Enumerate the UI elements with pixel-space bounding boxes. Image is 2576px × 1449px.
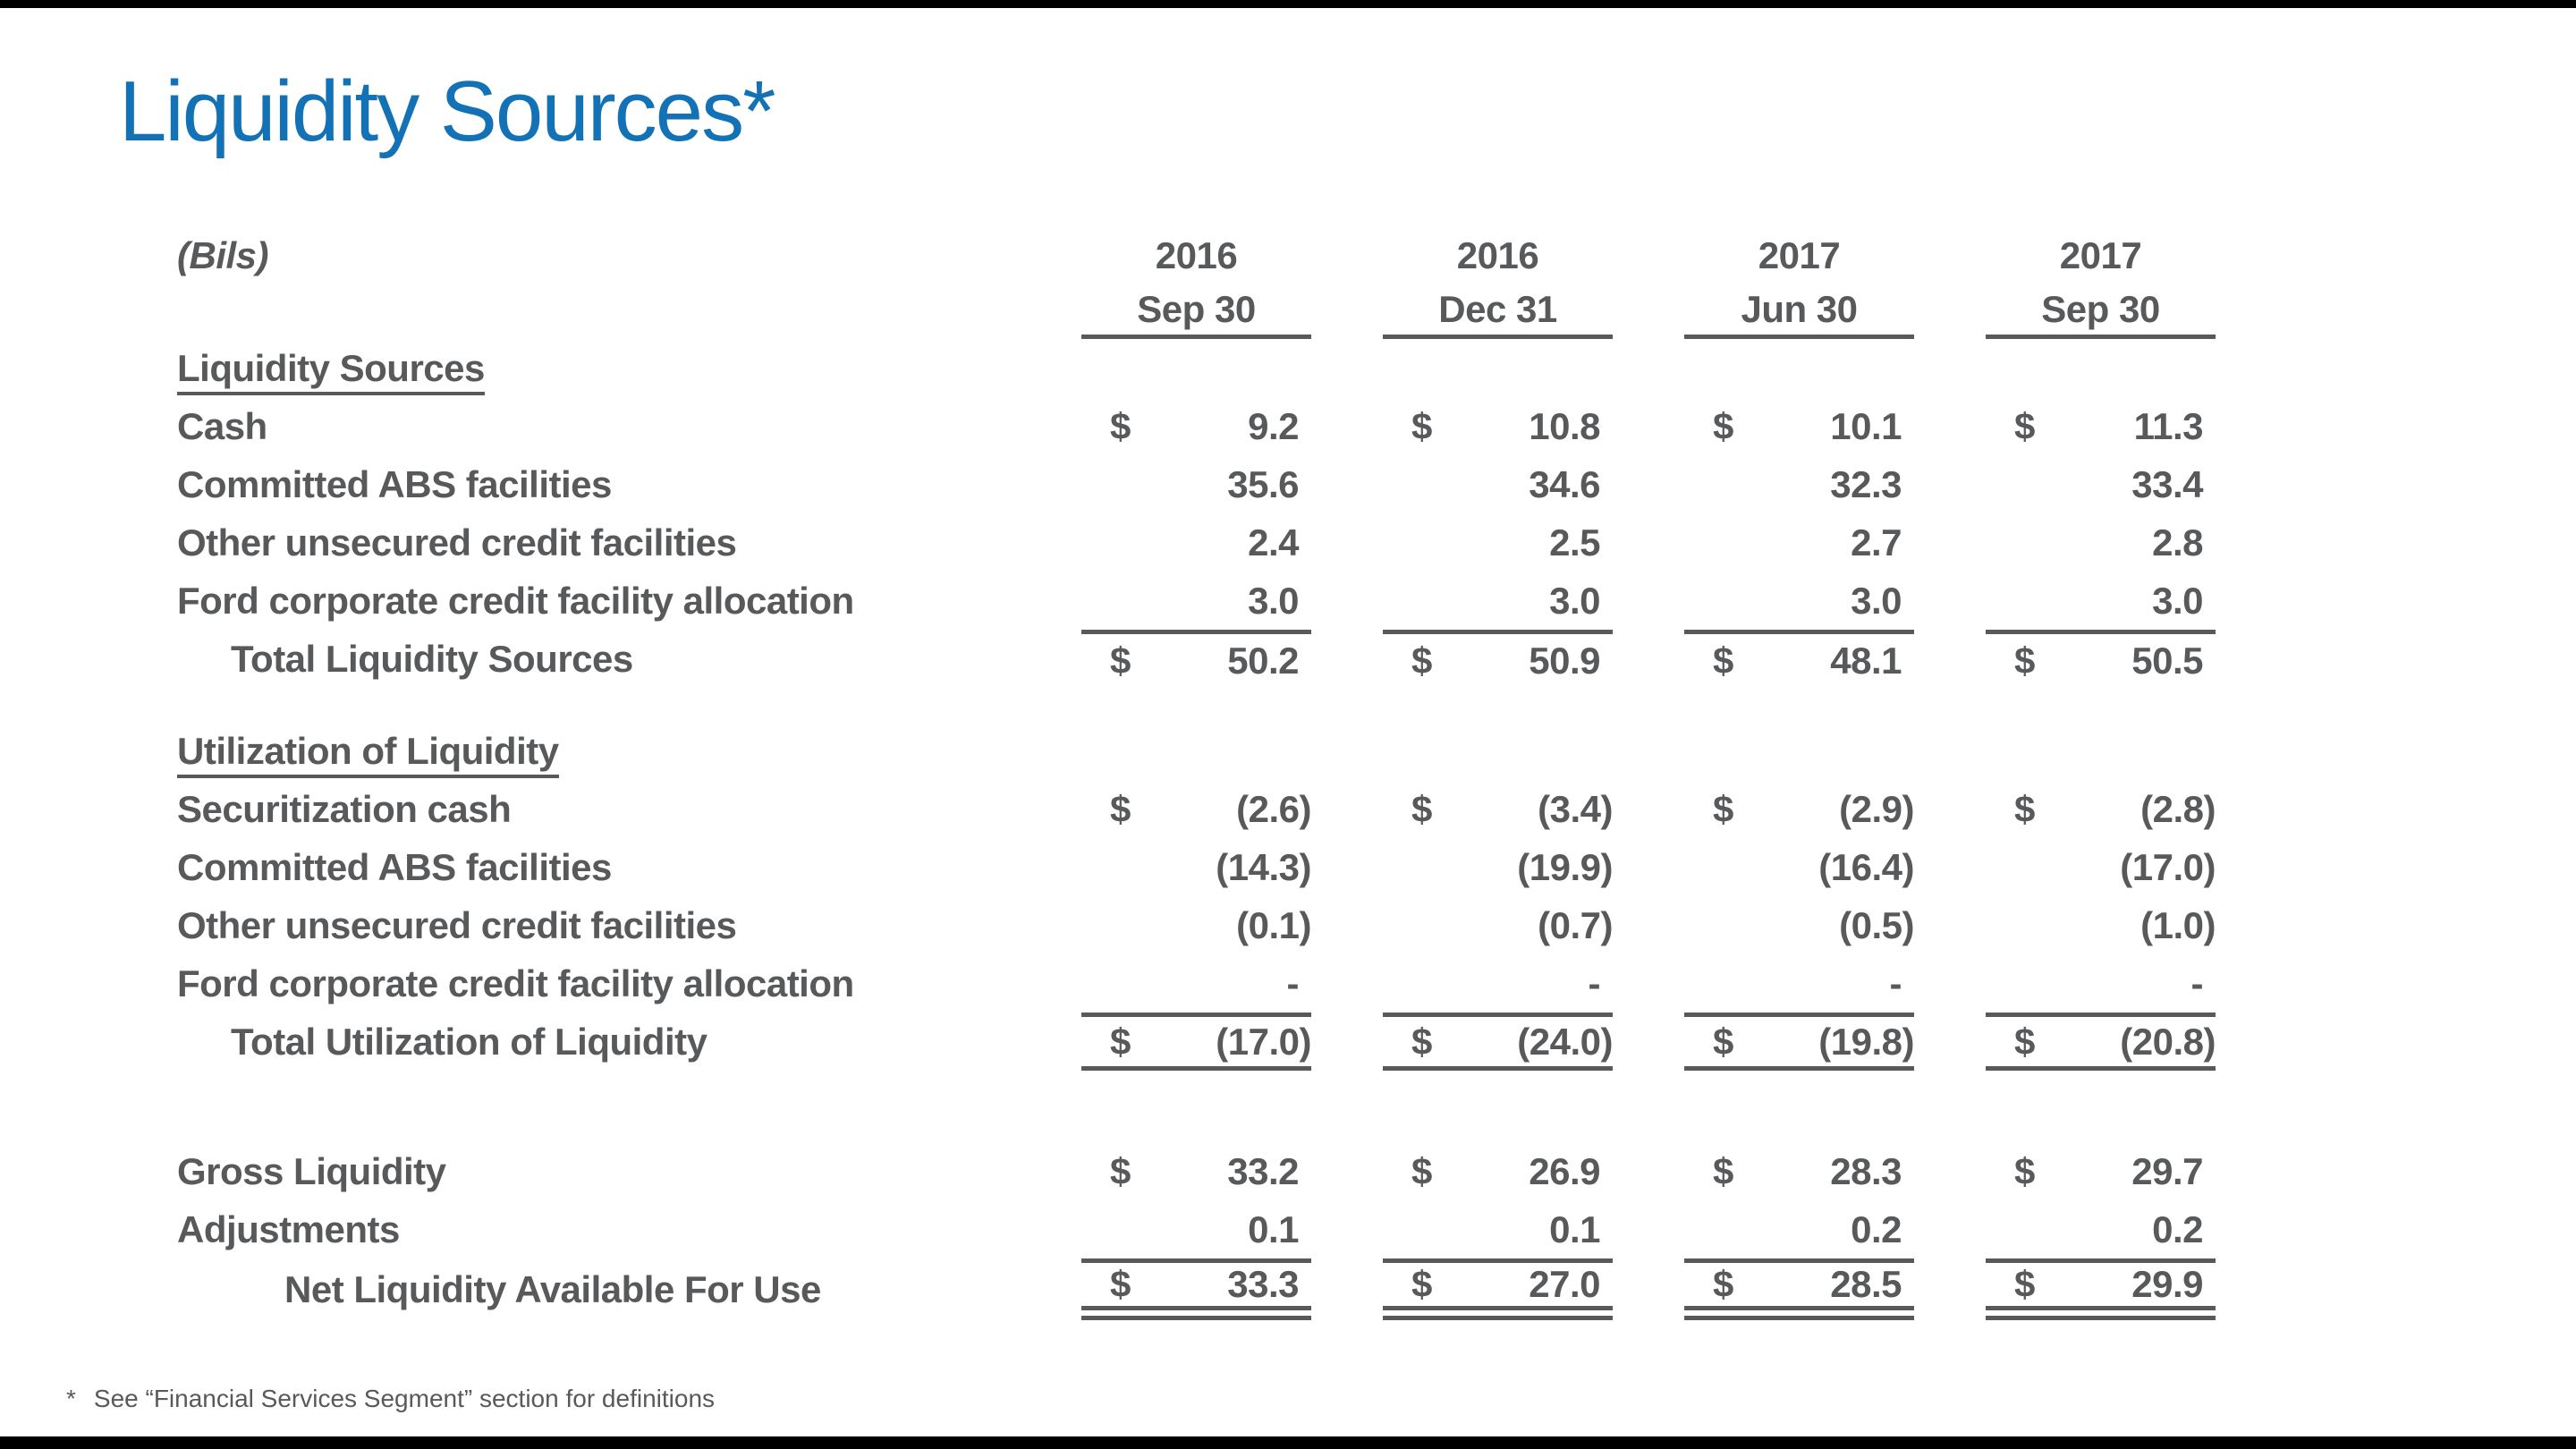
column-year-2: 2016 [1456, 234, 1539, 276]
cell-value: 35.6 [1227, 462, 1299, 505]
cell-value: (16.4) [1818, 845, 1914, 888]
value-cell-col1 [1081, 455, 1311, 513]
dollar-sign: $ [1110, 1149, 1131, 1192]
column-date-2: Dec 31 [1383, 284, 1613, 339]
dollar-sign: $ [1411, 640, 1432, 682]
value-cell-col4 [1986, 780, 2216, 838]
value-cell-col1 [1081, 397, 1311, 455]
footnote-text: See “Financial Services Segment” section for definitions [93, 1385, 716, 1412]
cell-value: 0.1 [1549, 1208, 1600, 1250]
row-label: Other unsecured credit facilities [177, 521, 737, 564]
cell-value: (1.0) [2140, 903, 2216, 946]
value-cell-col2 [1383, 1142, 1613, 1200]
row-label: Committed ABS facilities [177, 462, 612, 505]
section-gap [177, 688, 2216, 722]
column-date-1: Sep 30 [1081, 284, 1311, 339]
dollar-sign: $ [2014, 404, 2035, 447]
value-cell-col1 [1081, 896, 1311, 954]
value-cell-col3 [1684, 954, 1914, 1013]
dollar-sign: $ [1110, 1020, 1131, 1063]
dollar-sign: $ [2014, 1263, 2035, 1305]
value-cell-col1 [1081, 513, 1311, 572]
row-label: Adjustments [177, 1208, 400, 1250]
table-row [177, 513, 2216, 572]
table-row [177, 838, 2216, 896]
value-cell-col3 [1684, 572, 1914, 630]
row-label: Total Liquidity Sources [231, 637, 633, 680]
cell-value: 2.5 [1549, 521, 1600, 564]
value-cell-col3 [1684, 455, 1914, 513]
dollar-sign: $ [1713, 1149, 1733, 1192]
value-cell-col4 [1986, 896, 2216, 954]
column-year-3: 2017 [1758, 234, 1841, 276]
page-title: Liquidity Sources* [119, 64, 775, 159]
table-row [177, 1142, 2216, 1200]
dollar-sign: $ [1110, 1263, 1131, 1305]
row-label: Ford corporate credit facility allocation [177, 579, 854, 622]
header-date-row [177, 284, 2216, 339]
cell-value: (20.8) [2120, 1020, 2216, 1063]
row-label: Cash [177, 404, 267, 447]
value-cell-col3 [1684, 1013, 1914, 1071]
value-cell-col3 [1684, 1200, 1914, 1258]
cell-value: 0.1 [1248, 1208, 1299, 1250]
row-label: Gross Liquidity [177, 1149, 446, 1192]
cell-value: 29.7 [2131, 1149, 2203, 1192]
cell-value: (2.8) [2140, 787, 2216, 830]
cell-value: 3.0 [1549, 579, 1600, 622]
cell-value: (2.6) [1236, 787, 1311, 830]
value-cell-col2 [1383, 896, 1613, 954]
row-label: Ford corporate credit facility allocation [177, 962, 854, 1004]
footnote [66, 1385, 715, 1413]
table-row [177, 780, 2216, 838]
section-gap [177, 1071, 2216, 1142]
value-cell-col2 [1383, 1200, 1613, 1258]
value-cell-col3 [1684, 1258, 1914, 1320]
value-cell-col4 [1986, 397, 2216, 455]
value-cell-col2 [1383, 455, 1613, 513]
column-year-1: 2016 [1155, 234, 1238, 276]
value-cell-col2 [1383, 838, 1613, 896]
value-cell-col2 [1383, 780, 1613, 838]
column-date-4: Sep 30 [1986, 284, 2216, 339]
table-row [177, 954, 2216, 1013]
cell-value: (17.0) [2120, 845, 2216, 888]
cell-value: 50.2 [1227, 640, 1299, 682]
value-cell-col2 [1383, 1258, 1613, 1320]
value-cell-col4 [1986, 630, 2216, 688]
section-heading-row [177, 722, 2216, 780]
value-cell-col1 [1081, 954, 1311, 1013]
cell-value: (19.9) [1517, 845, 1613, 888]
cell-value: (17.0) [1216, 1020, 1311, 1063]
dollar-sign: $ [2014, 1149, 2035, 1192]
value-cell-col4 [1986, 1013, 2216, 1071]
section-heading-text: Liquidity Sources [177, 347, 485, 395]
dollar-sign: $ [1110, 404, 1131, 447]
value-cell-col4 [1986, 513, 2216, 572]
table-row [177, 572, 2216, 630]
column-date-3: Jun 30 [1684, 284, 1914, 339]
footnote-asterisk: * [66, 1385, 76, 1412]
cell-value: 2.4 [1248, 521, 1299, 564]
dollar-sign: $ [2014, 640, 2035, 682]
value-cell-col3 [1684, 630, 1914, 688]
cell-value: (0.5) [1839, 903, 1914, 946]
cell-value: 33.3 [1227, 1263, 1299, 1305]
table-row [177, 455, 2216, 513]
table-row [177, 1013, 2216, 1071]
liquidity-table [177, 228, 2216, 1317]
dollar-sign: $ [2014, 1020, 2035, 1063]
cell-value: 3.0 [2152, 579, 2203, 622]
cell-value: 33.4 [2131, 462, 2203, 505]
column-year-4: 2017 [2059, 234, 2142, 276]
value-cell-col4 [1986, 838, 2216, 896]
row-label: Committed ABS facilities [177, 845, 612, 888]
row-label: Other unsecured credit facilities [177, 903, 737, 946]
value-cell-col1 [1081, 1013, 1311, 1071]
value-cell-col1 [1081, 1200, 1311, 1258]
value-cell-col3 [1684, 896, 1914, 954]
cell-value: 33.2 [1227, 1149, 1299, 1192]
cell-value: 32.3 [1830, 462, 1902, 505]
dollar-sign: $ [1713, 404, 1733, 447]
cell-value: 0.2 [2152, 1208, 2203, 1250]
cell-value: 2.8 [2152, 521, 2203, 564]
cell-value: - [1889, 962, 1902, 1004]
cell-value: 0.2 [1851, 1208, 1902, 1250]
row-label: Securitization cash [177, 787, 512, 830]
value-cell-col4 [1986, 1258, 2216, 1320]
cell-value: 29.9 [2131, 1263, 2203, 1305]
cell-value: (3.4) [1538, 787, 1613, 830]
dollar-sign: $ [1110, 640, 1131, 682]
section-heading-row [177, 339, 2216, 397]
cell-value: 3.0 [1248, 579, 1299, 622]
cell-value: - [2190, 962, 2203, 1004]
dollar-sign: $ [1713, 1263, 1733, 1305]
value-cell-col2 [1383, 954, 1613, 1013]
cell-value: 2.7 [1851, 521, 1902, 564]
value-cell-col3 [1684, 838, 1914, 896]
cell-value: 10.8 [1529, 404, 1600, 447]
value-cell-col2 [1383, 397, 1613, 455]
cell-value: (0.7) [1538, 903, 1613, 946]
dollar-sign: $ [1411, 1020, 1432, 1063]
dollar-sign: $ [2014, 787, 2035, 830]
value-cell-col3 [1684, 397, 1914, 455]
top-accent-bar [0, 0, 2576, 8]
cell-value: - [1286, 962, 1299, 1004]
table-row [177, 896, 2216, 954]
value-cell-col3 [1684, 1142, 1914, 1200]
dollar-sign: $ [1411, 404, 1432, 447]
cell-value: - [1588, 962, 1600, 1004]
cell-value: 26.9 [1529, 1149, 1600, 1192]
value-cell-col4 [1986, 1142, 2216, 1200]
value-cell-col4 [1986, 954, 2216, 1013]
cell-value: 48.1 [1830, 640, 1902, 682]
cell-value: 28.3 [1830, 1149, 1902, 1192]
value-cell-col3 [1684, 780, 1914, 838]
dollar-sign: $ [1411, 787, 1432, 830]
cell-value: 3.0 [1851, 579, 1902, 622]
cell-value: (14.3) [1216, 845, 1311, 888]
value-cell-col2 [1383, 1013, 1613, 1071]
section-heading [177, 730, 1010, 773]
section-heading [177, 347, 1010, 390]
value-cell-col4 [1986, 455, 2216, 513]
dollar-sign: $ [1713, 787, 1733, 830]
header-year-row [177, 228, 2216, 284]
value-cell-col2 [1383, 513, 1613, 572]
cell-value: 10.1 [1830, 404, 1902, 447]
dollar-sign: $ [1713, 640, 1733, 682]
cell-value: 34.6 [1529, 462, 1600, 505]
section-heading-text: Utilization of Liquidity [177, 730, 559, 778]
cell-value: 9.2 [1248, 404, 1299, 447]
value-cell-col1 [1081, 780, 1311, 838]
row-label: Net Liquidity Available For Use [284, 1267, 821, 1310]
value-cell-col1 [1081, 1258, 1311, 1320]
cell-value: 50.9 [1529, 640, 1600, 682]
table-row [177, 630, 2216, 688]
cell-value: 27.0 [1529, 1263, 1600, 1305]
bottom-accent-bar [0, 1436, 2576, 1449]
value-cell-col4 [1986, 1200, 2216, 1258]
dollar-sign: $ [1110, 787, 1131, 830]
cell-value: 50.5 [2131, 640, 2203, 682]
value-cell-col4 [1986, 572, 2216, 630]
table-row [177, 397, 2216, 455]
cell-value: 11.3 [2133, 404, 2203, 447]
value-cell-col1 [1081, 1142, 1311, 1200]
cell-value: 28.5 [1830, 1263, 1902, 1305]
value-cell-col2 [1383, 572, 1613, 630]
units-label: (Bils) [177, 234, 268, 276]
value-cell-col3 [1684, 513, 1914, 572]
value-cell-col1 [1081, 572, 1311, 630]
table-row [177, 1258, 2216, 1317]
dollar-sign: $ [1411, 1149, 1432, 1192]
value-cell-col1 [1081, 838, 1311, 896]
cell-value: (2.9) [1839, 787, 1914, 830]
table-row [177, 1200, 2216, 1258]
cell-value: (0.1) [1236, 903, 1311, 946]
cell-value: (24.0) [1517, 1020, 1613, 1063]
dollar-sign: $ [1411, 1263, 1432, 1305]
row-label: Total Utilization of Liquidity [231, 1020, 708, 1063]
cell-value: (19.8) [1818, 1020, 1914, 1063]
value-cell-col2 [1383, 630, 1613, 688]
value-cell-col1 [1081, 630, 1311, 688]
dollar-sign: $ [1713, 1020, 1733, 1063]
